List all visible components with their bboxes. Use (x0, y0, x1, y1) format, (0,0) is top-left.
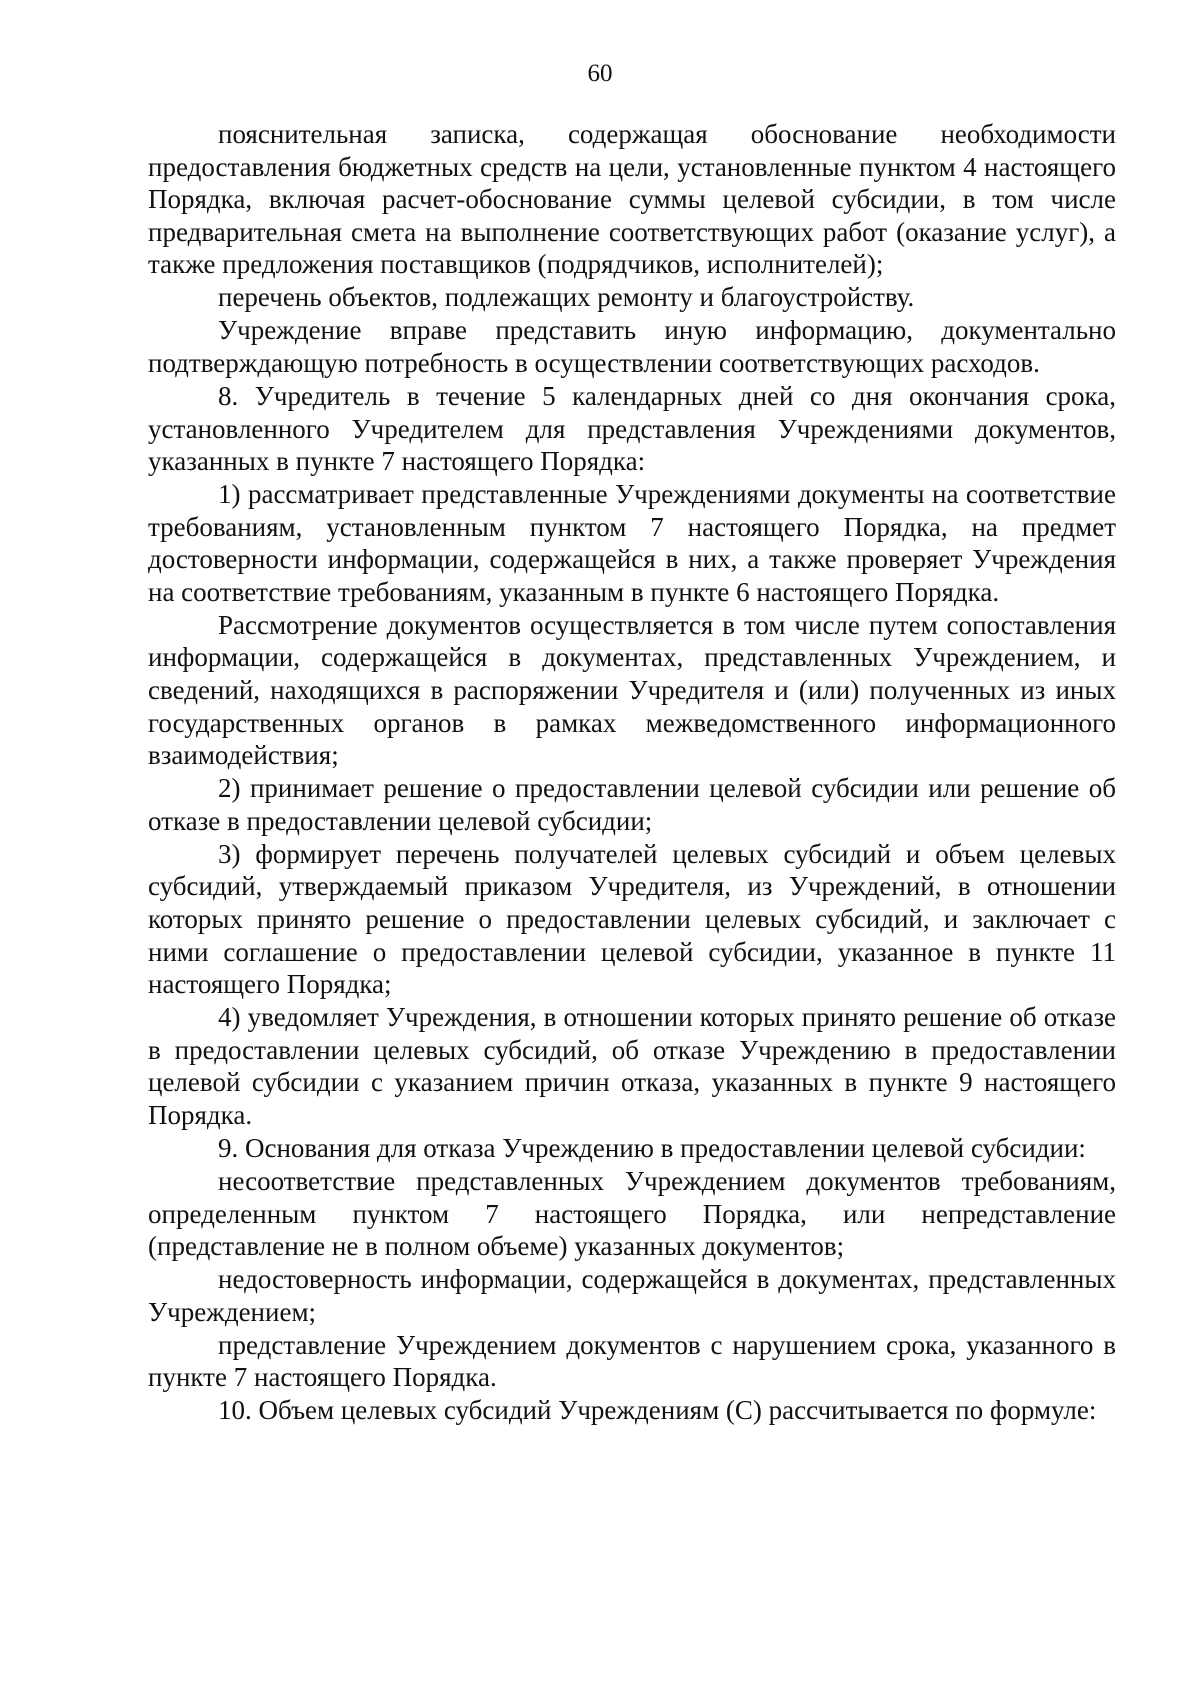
paragraph: Рассмотрение документов осуществляется в том числе путем сопоставления информации, содержащейся в документах, представленных Учреждением, и сведений, находящихся в распоряжении Учредителя и (или) полученных из иных государственных органов в рамках межведомственного информационного взаимодействия; (148, 609, 1116, 771)
paragraph: Учреждение вправе представить иную информацию, документально подтверждающую потребность в осуществлении соответствующих расходов. (148, 315, 1116, 378)
page-number: 60 (587, 60, 613, 87)
paragraph: 10. Объем целевых субсидий Учреждениям (С) рассчитывается по формуле: (218, 1395, 1097, 1426)
document-body (148, 118, 1116, 1427)
paragraph: 4) уведомляет Учреждения, в отношении которых принято решение об отказе в предоставлении целевых субсидий, об отказе Учреждению в предоставлении целевой субсидии с указанием причин отказа, указанных в пункте 9 настоящего Порядка. (148, 1002, 1116, 1130)
paragraph: несоответствие представленных Учреждением документов требованиям, определенным пунктом 7 настоящего Порядка, или непредставление (представление не в полном объеме) указанных документов; (148, 1165, 1116, 1262)
paragraph: 2) принимает решение о предоставлении целевой субсидии или решение об отказе в предоставлении целевой субсидии; (148, 773, 1116, 836)
paragraph: пояснительная записка, содержащая обоснование необходимости предоставления бюджетных средств на цели, установленные пунктом 4 настоящего Порядка, включая расчет-обоснование суммы целевой субсидии, в том числе предварительная смета на выполнение соответствующих работ (оказание услуг), а также предложения поставщиков (подрядчиков, исполнителей); (148, 119, 1116, 280)
paragraph: представление Учреждением документов с нарушением срока, указанного в пункте 7 настоящего Порядка. (148, 1329, 1116, 1393)
paragraph: 9. Основания для отказа Учреждению в предоставлении целевой субсидии: (218, 1132, 1086, 1163)
paragraph: 1) рассматривает представленные Учреждениями документы на соответствие требованиям, установленным пунктом 7 настоящего Порядка, на предмет достоверности информации, содержащейся в них, а также проверяет Учреждения на соответствие требованиям, указанным в пункте 6 настоящего Порядка. (148, 479, 1116, 607)
paragraph: 3) формирует перечень получателей целевых субсидий и объем целевых субсидий, утверждаемый приказом Учредителя, из Учреждений, в отношении которых принято решение о предоставлении целевых субсидий, и заключает с ними соглашение о предоставлении целевой субсидии, указанное в пункте 11 настоящего Порядка; (148, 838, 1116, 1000)
paragraph: перечень объектов, подлежащих ремонту и благоустройству. (218, 282, 915, 313)
paragraph: недостоверность информации, содержащейся в документах, представленных Учреждением; (148, 1264, 1116, 1327)
paragraph: 8. Учредитель в течение 5 календарных дней со дня окончания срока, установленного Учредителем для представления Учреждениями документов, указанных в пункте 7 настоящего Порядка: (148, 380, 1116, 477)
